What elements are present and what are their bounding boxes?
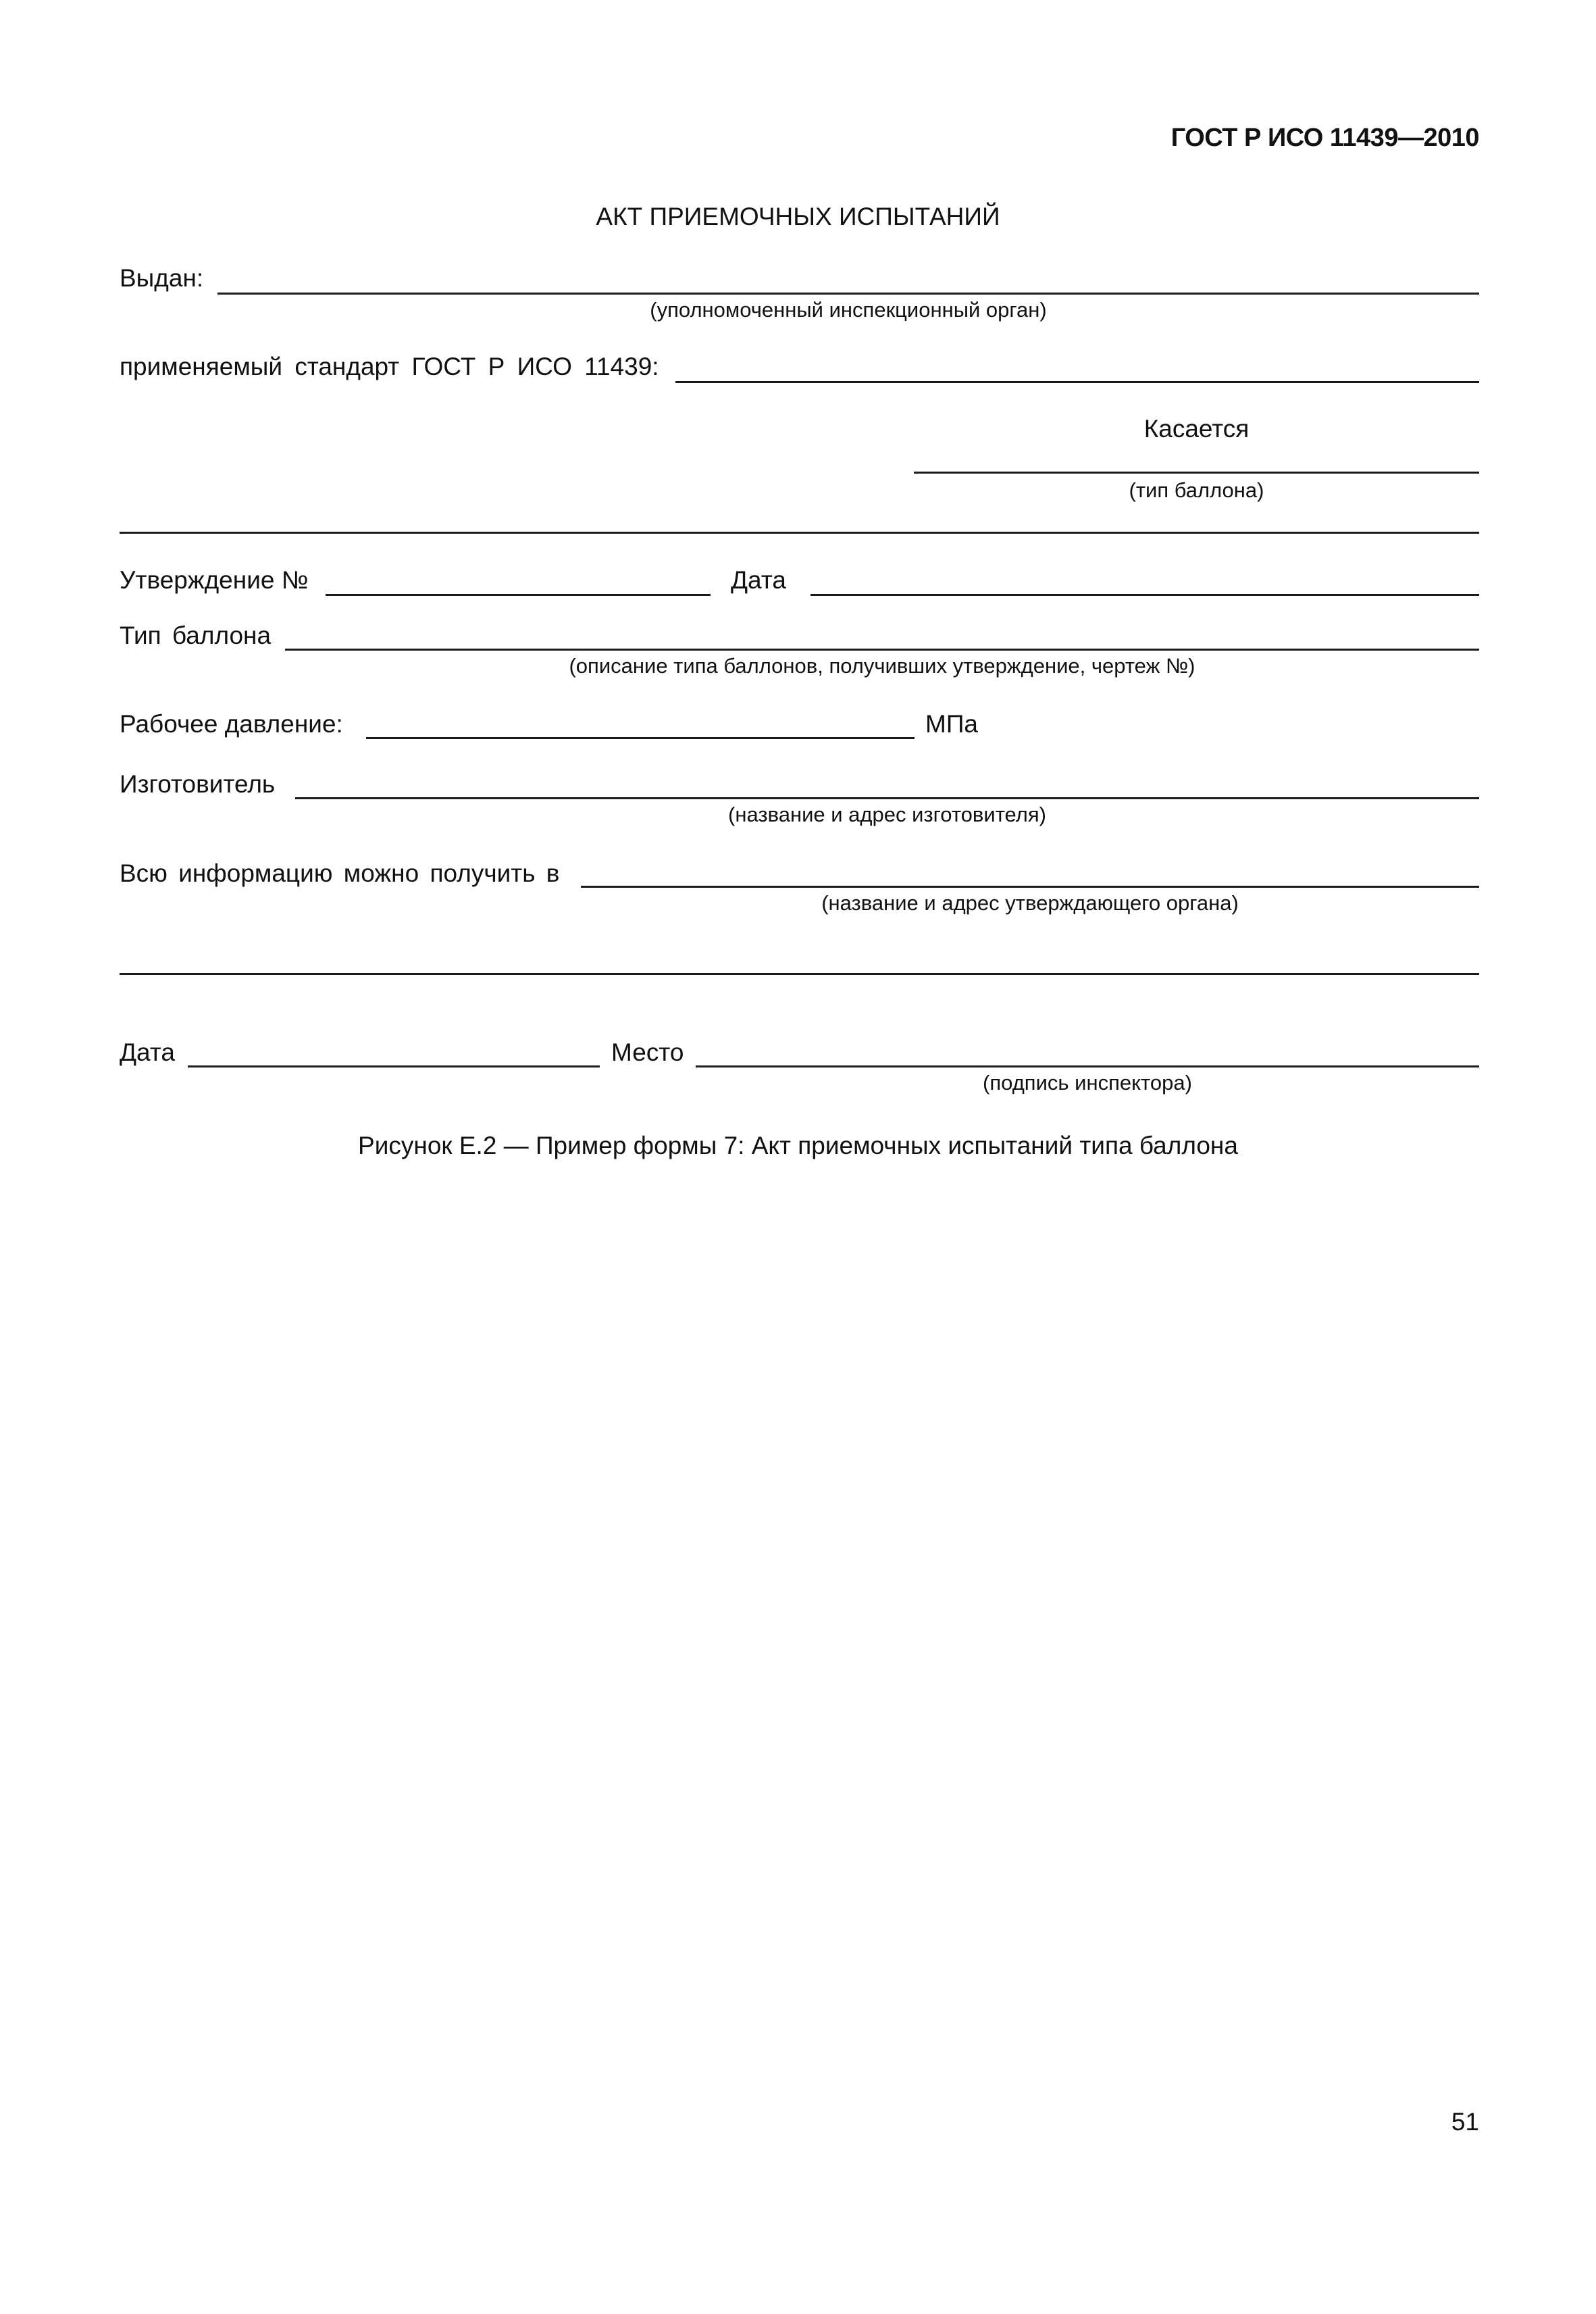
issued-label: Выдан: [120,264,204,292]
info-source-field-line[interactable] [581,886,1479,888]
page-number: 51 [1451,2108,1479,2136]
cylinder-type-label: Тип баллона [120,622,272,649]
signature-date-label: Дата [120,1038,175,1066]
info-source-hint: (название и адрес утверждающего органа) [821,891,1239,915]
manufacturer-hint: (название и адрес изготовителя) [728,803,1046,826]
approval-date-label: Дата [731,566,786,594]
cylinder-type-field-line[interactable] [914,472,1479,474]
signature-date-field-line[interactable] [188,1065,600,1067]
document-standard-header: ГОСТ Р ИСО 11439—2010 [1170,124,1479,152]
working-pressure-label: Рабочее давление: [120,710,343,738]
cylinder-description-field-line[interactable] [285,649,1479,651]
inspector-signature-hint: (подпись инспектора) [983,1071,1192,1095]
approval-number-field-line[interactable] [326,594,711,596]
approval-number-label: Утверждение № [120,566,309,594]
standard-label: применяемый стандарт ГОСТ Р ИСО 11439: [120,353,659,380]
cylinder-type-continuation-line[interactable] [120,532,1479,534]
form-title: АКТ ПРИЕМОЧНЫХ ИСПЫТАНИЙ [596,203,1000,230]
info-source-continuation-line[interactable] [120,973,1479,975]
manufacturer-label: Изготовитель [120,770,276,798]
figure-caption: Рисунок Е.2 — Пример формы 7: Акт приемочных испытаний типа баллона [358,1132,1238,1159]
place-label: Место [611,1038,684,1066]
cylinder-description-hint: (описание типа баллонов, получивших утверждение, чертеж №) [569,654,1195,678]
approval-date-field-line[interactable] [810,594,1479,596]
issued-hint: (уполномоченный инспекционный орган) [650,298,1047,322]
manufacturer-field-line[interactable] [295,797,1479,799]
working-pressure-field-line[interactable] [366,737,915,739]
concerns-label: Касается [1143,415,1250,443]
cylinder-type-hint: (тип баллона) [1129,478,1264,502]
issued-field-line[interactable] [217,293,1479,295]
pressure-unit: МПа [925,710,978,738]
standard-field-line[interactable] [675,381,1479,383]
place-field-line[interactable] [696,1065,1479,1067]
info-source-label: Всю информацию можно получить в [120,859,560,887]
